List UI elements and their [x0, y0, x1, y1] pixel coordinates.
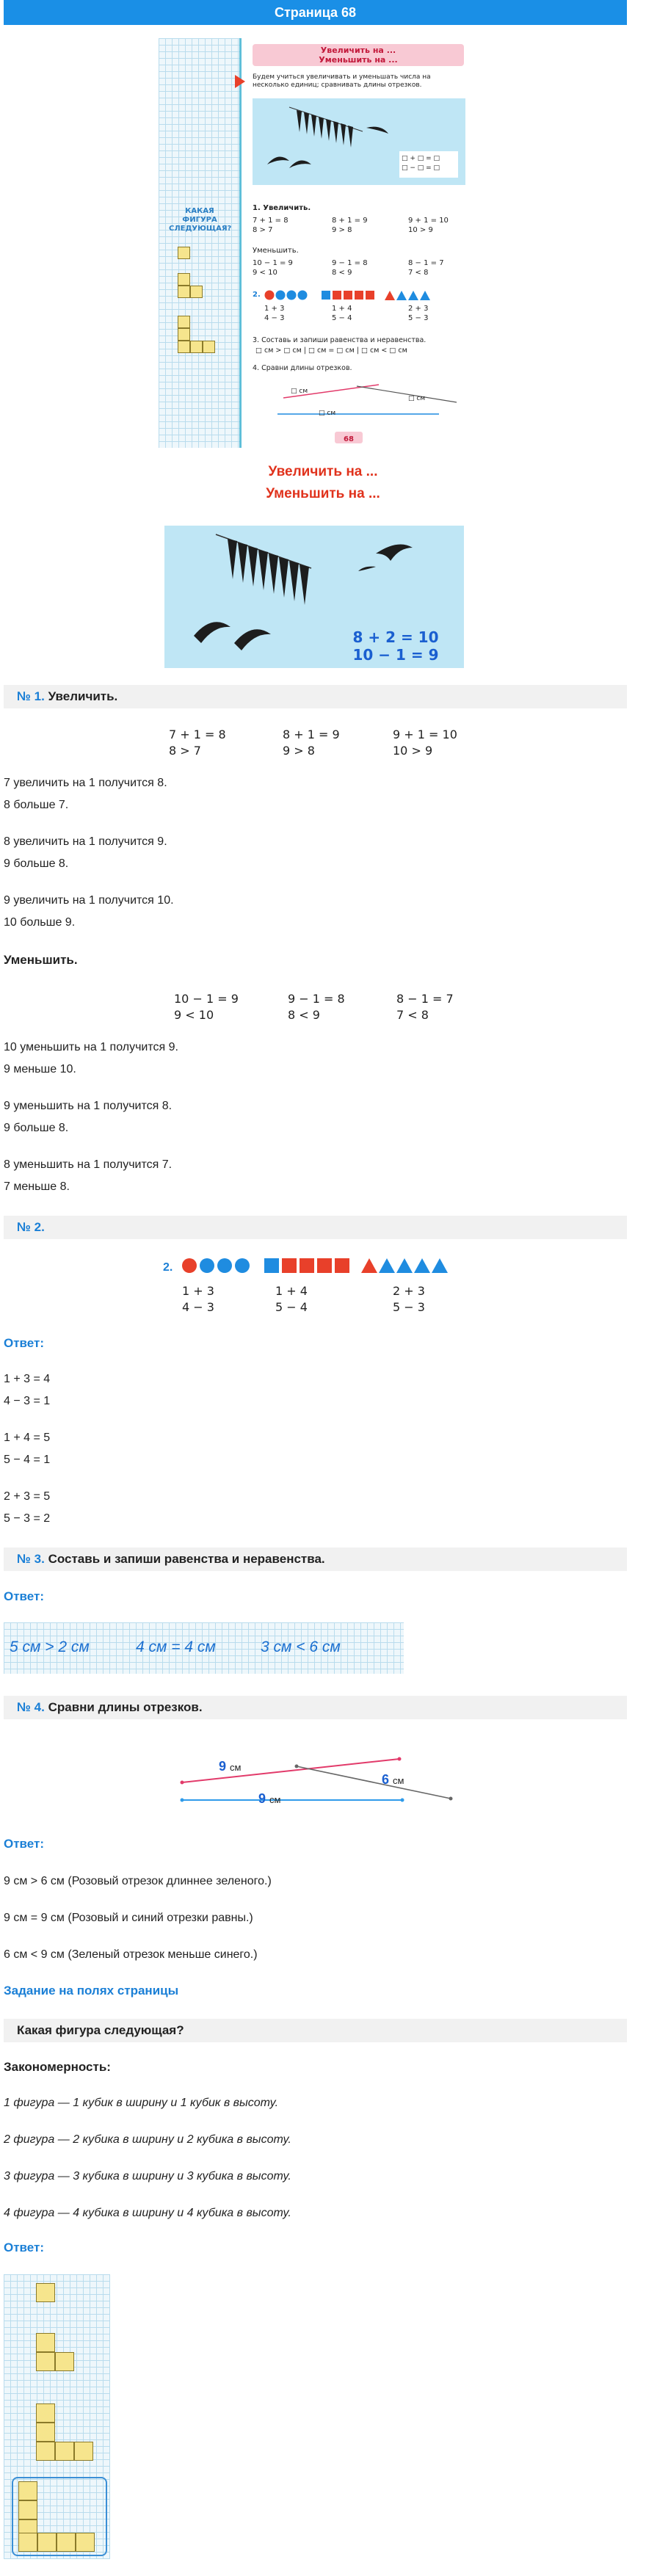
inc-expl-3a: 9 увеличить на 1 получится 10.	[4, 894, 174, 907]
blue-circle-icon	[235, 1258, 250, 1273]
main-title-increase: Увеличить на ...	[268, 464, 378, 479]
blue-triangle-icon	[414, 1258, 430, 1273]
thumb-task2-num: 2.	[253, 291, 261, 299]
blue-triangle-icon	[379, 1258, 395, 1273]
thumb-banner	[253, 44, 464, 66]
inc-col-1	[169, 727, 226, 759]
inc-col-1-eq: 7 + 1 = 8	[169, 728, 226, 741]
inc-expl-2b: 9 больше 8.	[4, 857, 69, 870]
thumb-page-number-text: 68	[344, 435, 354, 443]
t2-col-1	[182, 1283, 214, 1316]
dec-expl-3b: 7 меньше 8.	[4, 1180, 70, 1193]
t2-col-1-b: 4 − 3	[182, 1300, 214, 1314]
dec-col-3	[396, 991, 454, 1023]
thumb-t2-5: 5 − 4	[332, 314, 352, 322]
t2-col-2-b: 5 − 4	[275, 1300, 308, 1314]
figure-2-cube	[36, 2333, 55, 2352]
margin-answer-label: Ответ:	[4, 2241, 44, 2254]
thumb-dec-1: 10 − 1 = 9	[253, 259, 293, 267]
thumb-inc-cmp-2: 9 > 8	[332, 226, 352, 234]
blue-segment-unit: см	[269, 1794, 281, 1805]
thumb-boxes-line1: □ + □ = □	[402, 155, 440, 162]
t4-answer-2: 9 см = 9 см (Розовый и синий отрезки равны.)	[4, 1912, 253, 1924]
textbook-page-image	[159, 38, 470, 448]
thumb-dec-2: 9 − 1 = 8	[332, 259, 368, 267]
margin-task-header	[4, 2019, 627, 2042]
birds-eq1: 8 + 2 = 10	[352, 628, 439, 646]
thumb-seg1-label: □ см	[291, 388, 308, 395]
dec-col-2-cmp: 8 < 9	[288, 1008, 320, 1022]
section-2-answer-label: Ответ:	[4, 1336, 44, 1350]
section-3-answer-label: Ответ:	[4, 1589, 44, 1603]
thumb-task2-rows	[264, 304, 462, 323]
thumb-seg2-label: □ см	[408, 395, 426, 402]
red-square-icon	[335, 1258, 349, 1273]
pink-segment-label	[219, 1759, 241, 1774]
thumb-side-question: КАКАЯ ФИГУРА СЛЕДУЮЩАЯ?	[169, 207, 232, 233]
thumb-task1-title: 1. Увеличить.	[253, 204, 311, 212]
thumb-boxes-line2: □ − □ = □	[402, 164, 440, 172]
dec-col-2-eq: 9 − 1 = 8	[288, 992, 345, 1006]
margin-task-link[interactable]: Задание на полях страницы	[4, 1984, 179, 1998]
t4-answer-1: 9 см > 6 см (Розовый отрезок длиннее зеленого.)	[4, 1875, 272, 1887]
blue-segment-label	[258, 1791, 280, 1807]
thumb-dec-rows	[253, 258, 465, 277]
section-4-number: № 4.	[17, 1700, 45, 1714]
red-square-icon	[317, 1258, 332, 1273]
section-4-title: Сравни длины отрезков.	[48, 1700, 203, 1714]
inc-col-1-cmp: 8 > 7	[169, 744, 201, 758]
thumb-dec-cmp-1: 9 < 10	[253, 269, 277, 277]
inc-col-3-cmp: 10 > 9	[393, 744, 433, 758]
thumb-inc-2: 8 + 1 = 9	[332, 217, 368, 225]
pink-segment-unit: см	[230, 1762, 242, 1773]
shapes-row	[182, 1258, 476, 1277]
red-triangle-icon	[361, 1258, 377, 1273]
inc-expl-1a: 7 увеличить на 1 получится 8.	[4, 777, 167, 789]
margin-task-title: Какая фигура следующая?	[17, 2023, 184, 2037]
thumb-banner-line1: Увеличить на ...	[320, 46, 396, 55]
dec-expl-1a: 10 уменьшить на 1 получится 9.	[4, 1041, 178, 1053]
thumb-inc-1: 7 + 1 = 8	[253, 217, 288, 225]
dec-title: Уменьшить.	[4, 953, 78, 967]
figures-grid	[4, 2274, 110, 2559]
inc-col-2-cmp: 9 > 8	[283, 744, 315, 758]
red-circle-icon	[182, 1258, 197, 1273]
section-3-grid	[4, 1622, 404, 1674]
red-square-icon	[300, 1258, 314, 1273]
blue-triangle-icon	[432, 1258, 448, 1273]
dec-col-3-cmp: 7 < 8	[396, 1008, 429, 1022]
section-3-number: № 3.	[17, 1552, 45, 1566]
figure-3-cube	[55, 2442, 74, 2461]
thumb-t2-6: 5 − 3	[408, 314, 429, 322]
t3-eq-1: 5 см > 2 см	[10, 1639, 90, 1655]
dec-expl-1b: 9 меньше 10.	[4, 1063, 76, 1075]
inc-col-2-eq: 8 + 1 = 9	[283, 728, 340, 741]
t2-col-2-a: 1 + 4	[275, 1284, 308, 1298]
thumb-t2-2: 1 + 4	[332, 305, 352, 313]
inc-col-3	[393, 727, 457, 759]
pattern-figure-1: 1 фигура — 1 кубик в ширину и 1 кубик в высоту.	[4, 2097, 279, 2109]
t2-col-3-a: 2 + 3	[393, 1284, 425, 1298]
t2-answer-1b: 4 − 3 = 1	[4, 1395, 51, 1407]
dec-expl-2b: 9 больше 8.	[4, 1122, 69, 1134]
blue-circle-icon	[200, 1258, 214, 1273]
dec-col-1-eq: 10 − 1 = 9	[174, 992, 239, 1006]
section-3-title: Составь и запиши равенства и неравенства.	[48, 1552, 325, 1566]
t2-answer-3a: 2 + 3 = 5	[4, 1490, 51, 1503]
dec-col-3-eq: 8 − 1 = 7	[396, 992, 454, 1006]
inc-expl-1b: 8 больше 7.	[4, 799, 69, 811]
thumb-t2-3: 2 + 3	[408, 305, 429, 313]
pattern-figure-2: 2 фигура — 2 кубика в ширину и 2 кубика в высоту.	[4, 2133, 291, 2146]
grey-segment-label	[382, 1772, 404, 1788]
t2-answer-1a: 1 + 3 = 4	[4, 1373, 51, 1385]
grey-segment-value: 6	[382, 1772, 390, 1787]
blue-square-icon	[264, 1258, 279, 1273]
t2-col-1-a: 1 + 3	[182, 1284, 214, 1298]
inc-col-3-eq: 9 + 1 = 10	[393, 728, 457, 741]
figure-4-cube	[18, 2533, 37, 2552]
t2-answer-3b: 5 − 3 = 2	[4, 1512, 51, 1525]
pink-segment-value: 9	[219, 1759, 227, 1774]
red-square-icon	[282, 1258, 297, 1273]
figure-1-cube	[36, 2283, 55, 2302]
thumb-task3-boxes: □ см > □ см | □ см = □ см | □ см < □ см	[255, 347, 407, 355]
thumb-dec-title: Уменьшить.	[253, 247, 299, 255]
thumb-task4: 4. Сравни длины отрезков.	[253, 364, 352, 372]
figure-2-cube	[55, 2352, 74, 2371]
inc-expl-2a: 8 увеличить на 1 получится 9.	[4, 835, 167, 848]
figure-3-cube	[36, 2423, 55, 2442]
segments-diagram	[173, 1747, 460, 1810]
arrow-marker-icon	[235, 75, 245, 88]
thumb-task1-rows	[253, 216, 465, 235]
thumb-task2-shapes	[264, 289, 462, 305]
section-4-answer-label: Ответ:	[4, 1837, 44, 1851]
task-2-label: 2.	[163, 1261, 173, 1274]
thumb-banner-line2: Уменьшить на ...	[319, 55, 398, 65]
blue-circle-icon	[217, 1258, 232, 1273]
t4-answer-3: 6 см < 9 см (Зеленый отрезок меньше синего.)	[4, 1948, 258, 1961]
dec-col-2	[288, 991, 345, 1023]
figure-4-cube	[18, 2481, 37, 2500]
thumb-inc-cmp-1: 8 > 7	[253, 226, 273, 234]
thumb-dec-3: 8 − 1 = 7	[408, 259, 444, 267]
t3-eq-2: 4 см = 4 см	[136, 1639, 216, 1655]
t2-col-3	[393, 1283, 425, 1316]
thumb-dec-cmp-3: 7 < 8	[408, 269, 429, 277]
blue-triangle-icon	[396, 1258, 413, 1273]
dec-col-1	[174, 991, 239, 1023]
thumb-task3: 3. Составь и запиши равенства и неравенства.	[253, 336, 427, 344]
page-title: Страница 68	[4, 0, 627, 25]
grey-segment-unit: см	[393, 1775, 404, 1786]
blue-segment-value: 9	[258, 1791, 266, 1806]
figure-2-cube	[36, 2352, 55, 2371]
thumb-dec-cmp-2: 8 < 9	[332, 269, 352, 277]
birds-equations	[348, 628, 443, 664]
thumb-inc-3: 9 + 1 = 10	[408, 217, 449, 225]
section-3-header	[4, 1548, 627, 1571]
thumb-seg3-label: □ см	[319, 410, 336, 417]
figure-4-cube	[18, 2500, 37, 2519]
thumb-page-number	[335, 432, 363, 443]
dec-col-1-cmp: 9 < 10	[174, 1008, 214, 1022]
birds-image	[164, 526, 464, 668]
inc-expl-3b: 10 больше 9.	[4, 916, 76, 929]
thumb-t2-1: 1 + 3	[264, 305, 285, 313]
section-2-number: № 2.	[17, 1220, 45, 1234]
section-1-number: № 1.	[17, 689, 45, 703]
pattern-figure-3: 3 фигура — 3 кубика в ширину и 3 кубика в высоту.	[4, 2170, 291, 2183]
section-2-header	[4, 1216, 627, 1239]
section-1-title: Увеличить.	[48, 689, 118, 703]
t2-answer-2a: 1 + 4 = 5	[4, 1432, 51, 1444]
section-1-header	[4, 685, 627, 708]
t2-col-2	[275, 1283, 308, 1316]
thumb-segments	[269, 380, 461, 421]
thumb-intro: Будем учиться увеличивать и уменьшать числа на несколько единиц; сравнивать длины отрезков.	[253, 73, 431, 89]
dec-expl-3a: 8 уменьшить на 1 получится 7.	[4, 1158, 173, 1171]
figure-4-cube	[57, 2533, 76, 2552]
inc-col-2	[283, 727, 340, 759]
t2-answer-2b: 5 − 4 = 1	[4, 1454, 51, 1466]
dec-expl-2a: 9 уменьшить на 1 получится 8.	[4, 1100, 173, 1112]
figure-4-cube	[37, 2533, 57, 2552]
t3-eq-3: 3 см < 6 см	[261, 1639, 341, 1655]
thumb-birds-picture	[253, 98, 465, 185]
main-title-decrease: Уменьшить на ...	[266, 486, 380, 501]
figure-3-cube	[36, 2403, 55, 2423]
thumb-t2-4: 4 − 3	[264, 314, 285, 322]
pattern-title: Закономерность:	[4, 2060, 111, 2074]
figure-4-cube	[76, 2533, 95, 2552]
figure-3-cube	[74, 2442, 93, 2461]
figure-3-cube	[36, 2442, 55, 2461]
pattern-figure-4: 4 фигура — 4 кубика в ширину и 4 кубика в высоту.	[4, 2207, 291, 2219]
birds-eq2: 10 − 1 = 9	[352, 646, 439, 664]
t2-col-3-b: 5 − 3	[393, 1300, 425, 1314]
thumb-inc-cmp-3: 10 > 9	[408, 226, 433, 234]
section-4-header	[4, 1696, 627, 1719]
